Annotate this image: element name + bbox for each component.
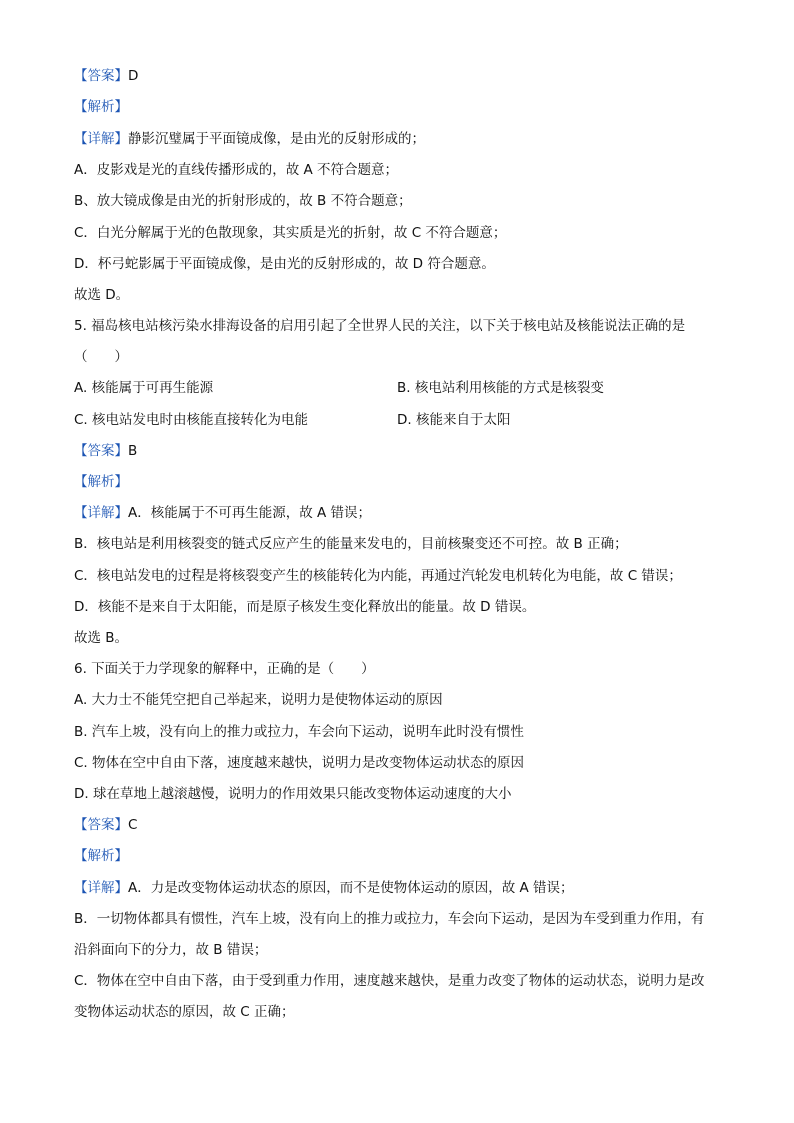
q5-option-d: D. 核能来自于太阳 (397, 412, 511, 428)
q5-conclusion: 故选 B。 (74, 630, 129, 646)
q6-detail-line: 沿斜面向下的分力，故 B 错误； (74, 942, 268, 958)
q4-detail-line: B、放大镜成像是由光的折射形成的，故 B 不符合题意； (74, 193, 412, 209)
q4-conclusion: 故选 D。 (74, 287, 130, 303)
q4-answer-value: D (128, 68, 139, 84)
detail-label: 【详解】 (74, 880, 128, 896)
q5-answer-line (74, 442, 137, 460)
q6-detail-line: 变物体运动状态的原因，故 C 正确； (74, 1004, 295, 1020)
q5-analysis-label: 【解析】 (74, 474, 128, 490)
detail-label: 【详解】 (74, 505, 128, 521)
q4-analysis-label: 【解析】 (74, 99, 128, 115)
answer-label: 【答案】 (74, 68, 128, 84)
q5-answer-value: B (128, 443, 138, 459)
q4-answer-line (74, 67, 138, 85)
q4-detail-line: D．杯弓蛇影属于平面镜成像，是由光的反射形成的，故 D 符合题意。 (74, 256, 495, 272)
q4-detail-line: 【详解】静影沉璧属于平面镜成像，是由光的反射形成的； (74, 131, 425, 147)
q5-option-c: C. 核电站发电时由核能直接转化为电能 (74, 412, 309, 428)
q5-option-a: A. 核能属于可再生能源 (74, 380, 214, 396)
q6-answer-value: C (128, 817, 138, 833)
q5-detail-line: B．核电站是利用核裂变的链式反应产生的能量来发电的，目前核聚变还不可控。故 B 正确； (74, 536, 628, 552)
q5-detail-line: 【详解】A．核能属于不可再生能源，故 A 错误； (74, 505, 372, 521)
q6-stem: 6. 下面关于力学现象的解释中，正确的是（ ） (74, 661, 375, 677)
q6-option-b: B. 汽车上坡，没有向上的推力或拉力，车会向下运动，说明车此时没有惯性 (74, 724, 524, 740)
q5-option-b: B. 核电站利用核能的方式是核裂变 (397, 380, 604, 396)
answer-label: 【答案】 (74, 817, 128, 833)
q4-detail-line: A．皮影戏是光的直线传播形成的，故 A 不符合题意； (74, 162, 399, 178)
q6-option-c: C. 物体在空中自由下落，速度越来越快，说明力是改变物体运动状态的原因 (74, 755, 525, 771)
q4-detail-line: C．白光分解属于光的色散现象，其实质是光的折射，故 C 不符合题意； (74, 225, 507, 241)
q6-option-d: D. 球在草地上越滚越慢，说明力的作用效果只能改变物体运动速度的大小 (74, 786, 512, 802)
answer-label: 【答案】 (74, 443, 128, 459)
q6-detail-line: C．物体在空中自由下落，由于受到重力作用，速度越来越快，是重力改变了物体的运动状态，说明力是改 (74, 973, 705, 989)
q6-detail-line: B．一切物体都具有惯性，汽车上坡，没有向上的推力或拉力，车会向下运动，是因为车受到重力作用，有 (74, 911, 705, 927)
detail-label: 【详解】 (74, 131, 128, 147)
q5-stem-bracket: （ ） (74, 349, 128, 365)
q6-analysis-label: 【解析】 (74, 848, 128, 864)
q5-stem: 5. 福岛核电站核污染水排海设备的启用引起了全世界人民的关注，以下关于核电站及核能说法正确的是 (74, 318, 686, 334)
q5-detail-line: D．核能不是来自于太阳能，而是原子核发生变化释放出的能量。故 D 错误。 (74, 599, 536, 615)
q6-answer-line (74, 816, 137, 834)
q6-option-a: A. 大力士不能凭空把自己举起来，说明力是使物体运动的原因 (74, 692, 443, 708)
q6-detail-line: 【详解】A．力是改变物体运动状态的原因，而不是使物体运动的原因，故 A 错误； (74, 880, 574, 896)
q5-detail-line: C．核电站发电的过程是将核裂变产生的核能转化为内能，再通过汽轮发电机转化为电能，故 C 错误； (74, 568, 682, 584)
